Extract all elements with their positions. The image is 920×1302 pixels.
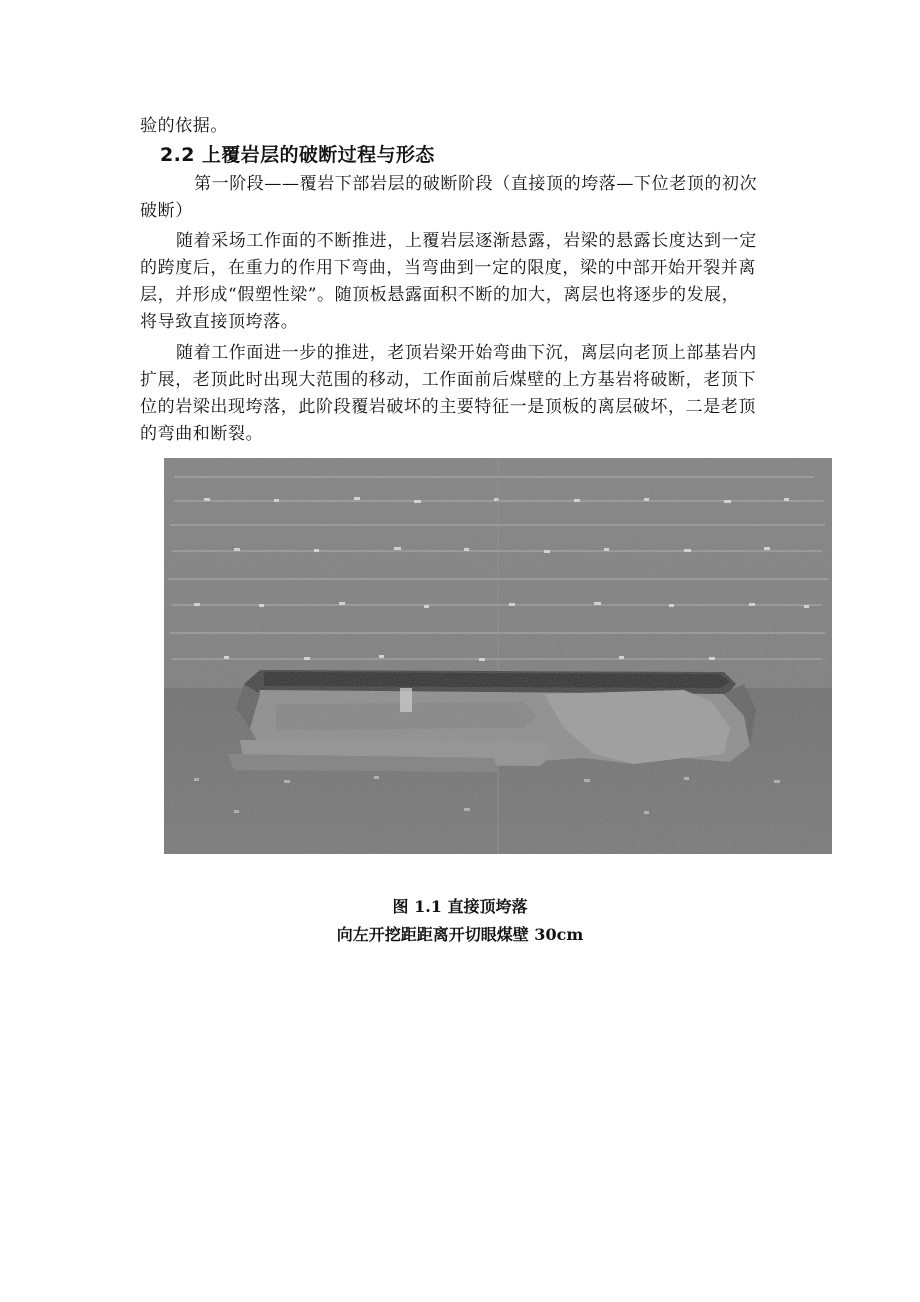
- paragraph-1-line-1: 随着采场工作面的不断推进，上覆岩层逐渐悬露，岩梁的悬露长度达到一定: [176, 231, 757, 251]
- paragraph-2-line-3: 位的岩梁出现垮落，此阶段覆岩破坏的主要特征一是顶板的离层破坏，二是老顶: [140, 397, 756, 417]
- paragraph-2-line-1: 随着工作面进一步的推进，老顶岩梁开始弯曲下沉，离层向老顶上部基岩内: [176, 343, 757, 363]
- paragraph-1-line-2: 的跨度后，在重力的作用下弯曲，当弯曲到一定的限度，梁的中部开始开裂并离: [140, 258, 756, 278]
- paragraph-continuation-line: 验的依据。: [140, 116, 228, 136]
- stage-title-line-1: 第一阶段——覆岩下部岩层的破断阶段（直接顶的垮落—下位老顶的初次: [194, 174, 758, 194]
- paragraph-2-line-2: 扩展，老顶此时出现大范围的移动，工作面前后煤壁的上方基岩将破断，老顶下: [140, 370, 756, 390]
- figure-caption-subtitle: 向左开挖距距离开切眼煤壁 30cm: [336, 925, 584, 944]
- paragraph-2-line-4: 的弯曲和断裂。: [140, 424, 264, 444]
- paragraph-1-line-3: 层，并形成“假塑性梁”。随顶板悬露面积不断的加大，离层也将逐步的发展，: [140, 285, 740, 305]
- paragraph-1-line-4: 将导致直接顶垮落。: [140, 312, 299, 332]
- figure-caption-title: 图 1.1 直接顶垮落: [392, 897, 528, 916]
- section-heading: 2.2 上覆岩层的破断过程与形态: [160, 144, 435, 166]
- figure-photo-roof-collapse: [164, 458, 832, 854]
- stage-title-line-2: 破断）: [140, 201, 193, 221]
